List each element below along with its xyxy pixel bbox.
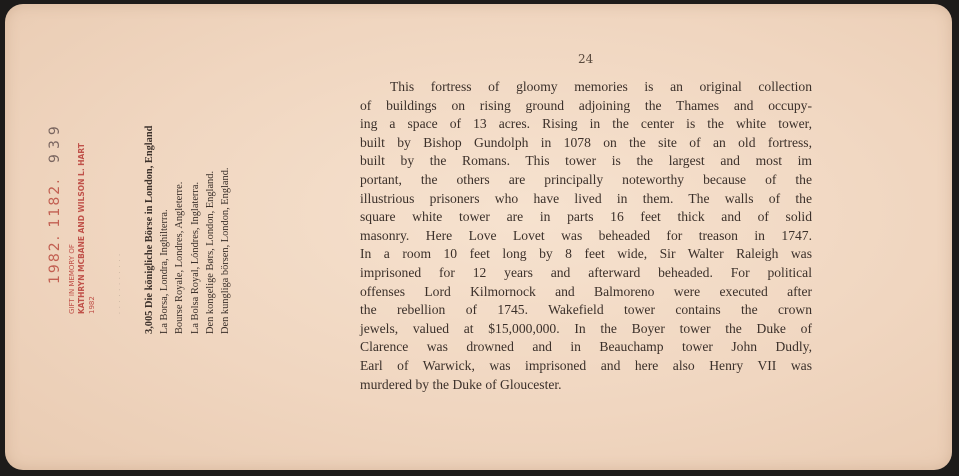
accession-number: 1982. 1182. (47, 177, 63, 284)
multilingual-caption (142, 126, 233, 334)
caption-line: La Bolsa Royal, Lóndres, Inglaterra. (189, 181, 201, 334)
caption-line: Den kungliga börsen, London, England. (220, 167, 232, 334)
description-line: built by Bishop Gundolph in 1078 on the site of an old fortress, (360, 134, 812, 150)
description-line: Earl of Warwick, was imprisoned and here also Henry VII was (360, 357, 812, 373)
description-line: murdered by the Duke of Gloucester. (360, 376, 562, 392)
description-line: the rebellion of 1745. Wakefield tower contains the crown (360, 302, 812, 318)
description-line: of buildings on rising ground adjoining the Thames and occupy- (360, 97, 812, 113)
gift-line: GIFT IN MEMORY OF (68, 244, 76, 314)
catalog-number: 939 (47, 121, 63, 163)
description-line: This fortress of gloomy memories is an original collection (390, 79, 812, 94)
caption-line: Den kongelige Børs, London, England. (204, 170, 216, 334)
description-line: imprisoned for 12 years and afterward beheaded. For political (360, 264, 812, 280)
donor-names: KATHRYN MCBANE AND WILSON L. HART (77, 143, 86, 314)
gift-year: 1982 (88, 296, 96, 314)
description-line: illustrious prisoners who have lived in them. The walls of the (360, 190, 812, 206)
caption-line: Bourse Royale, Londres, Angleterre. (174, 181, 186, 334)
page-number: 24 (578, 52, 594, 66)
description-line: offenses Lord Kilmornock and Balmoreno were executed after (360, 283, 812, 299)
stereograph-card-back (5, 4, 952, 470)
description-line: built by the Romans. This tower is the largest and most im (360, 153, 812, 169)
description-line: portant, the others are principally noteworthy because of the (360, 171, 812, 187)
description-line: ing a space of 13 acres. Rising in the center is the white tower, (360, 116, 812, 132)
accession-stamp (47, 121, 63, 284)
gift-stamp (67, 143, 97, 314)
caption-line: La Borsa, Londra, Inghilterra. (159, 209, 171, 334)
description-line: masonry. Here Love Lovet was beheaded for treason in 1747. (360, 227, 812, 243)
description-line: square white tower are in parts 16 feet thick and of solid (360, 209, 812, 225)
description-text (360, 78, 812, 394)
faint-pencil-mark: · · · · · · · · · · · (117, 252, 124, 314)
description-line: jewels, valued at $15,000,000. In the Boyer tower the Duke of (360, 320, 812, 336)
caption-line: 3,005 Die königliche Börse in London, England (144, 125, 155, 334)
description-line: In a room 10 feet long by 8 feet wide, Sir Walter Raleigh was (360, 246, 812, 262)
description-line: Clarence was drowned and in Beauchamp tower John Dudly, (360, 339, 812, 355)
